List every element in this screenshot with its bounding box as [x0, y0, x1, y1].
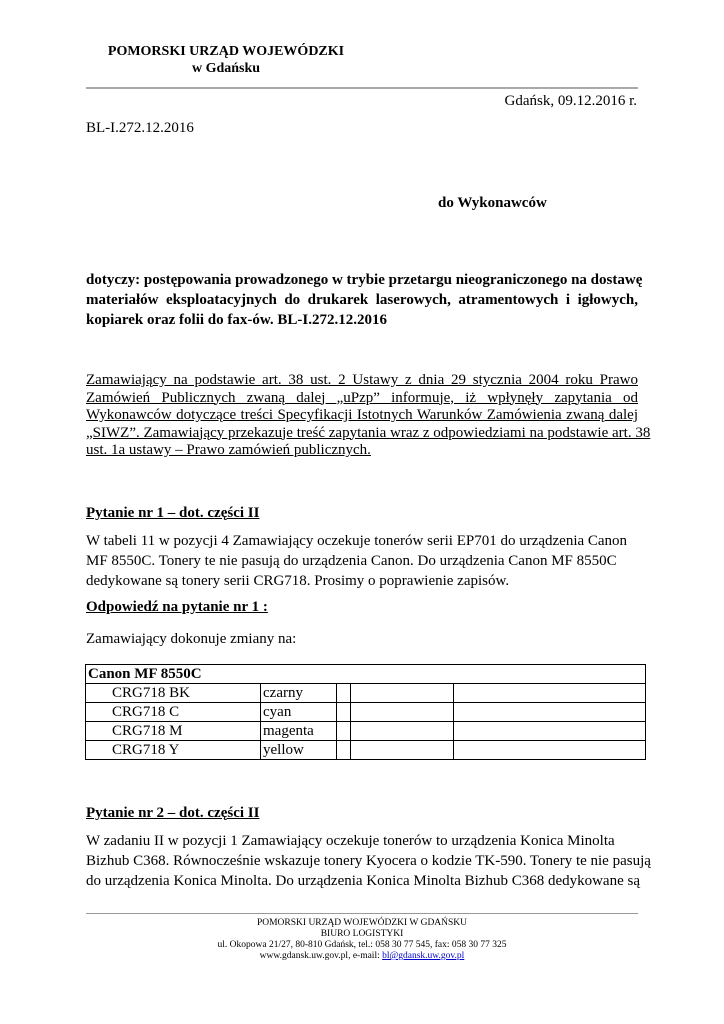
intro-line: ust. 1a ustawy – Prawo zamówień publicznych.: [86, 442, 371, 458]
empty-cell: [351, 722, 454, 741]
empty-cell: [351, 684, 454, 703]
footer-website: www.gdansk.uw.gov.pl, e-mail:: [259, 951, 383, 961]
table-title: Canon MF 8550C: [86, 665, 646, 684]
footer-address: ul. Okopowa 21/27, 80-810 Gdańsk, tel.: 058 30 77 545, fax: 058 30 77 325: [217, 940, 507, 950]
question-2-line: do urządzenia Konica Minolta. Do urządzenia Konica Minolta Bizhub C368 dedykowane są: [86, 873, 640, 889]
footer-email-link[interactable]: bl@gdansk.uw.gov.pl: [382, 951, 465, 961]
footer: [86, 918, 638, 962]
toner-color: czarny: [261, 684, 337, 703]
empty-cell: [337, 703, 351, 722]
empty-cell: [454, 703, 646, 722]
footer-contact: [86, 951, 638, 962]
question-1-line: W tabeli 11 w pozycji 4 Zamawiający oczekuje tonerów serii EP701 do urządzenia Canon: [86, 533, 628, 549]
question-2-text: [86, 831, 651, 891]
answer-1-text: Zamawiający dokonuje zmiany na:: [86, 631, 297, 647]
table-title-row: [86, 665, 646, 684]
toner-color: magenta: [261, 722, 337, 741]
empty-cell: [454, 722, 646, 741]
document-date: Gdańsk, 09.12.2016 r.: [504, 93, 637, 109]
office-city: w Gdańsku: [191, 61, 261, 76]
table-row: [86, 703, 646, 722]
table-row: [86, 684, 646, 703]
footer-office: POMORSKI URZĄD WOJEWÓDZKI W GDAŃSKU: [256, 918, 468, 928]
question-2-line: Bizhub C368. Równocześnie wskazuje tonery Kyocera o kodzie TK-590. Tonery te nie pasują: [86, 853, 651, 869]
subject-line: kopiarek oraz folii do fax-ów. BL-I.272.12.2016: [86, 312, 387, 328]
toner-code: CRG718 Y: [86, 741, 261, 760]
question-1-line: dedykowane są tonery serii CRG718. Prosimy o poprawienie zapisów.: [86, 573, 510, 589]
toner-color: yellow: [261, 741, 337, 760]
intro-line: Zamówień Publicznych zwaną dalej „uPzp” informuje, iż wpłynęły zapytania od: [86, 389, 638, 406]
question-1-heading: Pytanie nr 1 – dot. części II: [86, 505, 260, 521]
intro-line: Zamawiający na podstawie art. 38 ust. 2 Ustawy z dnia 29 stycznia 2004 roku Prawo: [86, 372, 638, 388]
question-1-line: MF 8550C. Tonery te nie pasują do urządzenia Canon. Do urządzenia Canon MF 8550C: [86, 553, 617, 569]
answer-1-heading: Odpowiedź na pytanie nr 1 :: [86, 599, 268, 615]
footer-rule: [86, 913, 638, 914]
addressee: do Wykonawców: [438, 195, 547, 211]
empty-cell: [351, 741, 454, 760]
subject-line: materiałów eksploatacyjnych do drukarek laserowych, atramentowych i igłowych,: [86, 292, 638, 308]
subject-line: dotyczy: postępowania prowadzonego w trybie przetargu nieograniczonego na dostawę: [86, 272, 643, 288]
empty-cell: [337, 684, 351, 703]
table-row: [86, 722, 646, 741]
toner-code: CRG718 M: [86, 722, 261, 741]
question-1-text: [86, 531, 638, 591]
empty-cell: [337, 722, 351, 741]
reference-number: BL-I.272.12.2016: [86, 120, 194, 136]
footer-department: BIURO LOGISTYKI: [320, 929, 404, 939]
toner-code: CRG718 C: [86, 703, 261, 722]
empty-cell: [351, 703, 454, 722]
toner-table: [85, 664, 646, 760]
subject: [86, 270, 643, 330]
header-rule: [86, 87, 638, 89]
intro-paragraph: [86, 372, 651, 460]
question-2-line: W zadaniu II w pozycji 1 Zamawiający oczekuje tonerów to urządzenia Konica Minolta: [86, 833, 615, 849]
toner-code: CRG718 BK: [86, 684, 261, 703]
toner-color: cyan: [261, 703, 337, 722]
table-row: [86, 741, 646, 760]
empty-cell: [454, 684, 646, 703]
question-2-heading: Pytanie nr 2 – dot. części II: [86, 805, 260, 821]
empty-cell: [337, 741, 351, 760]
office-name: POMORSKI URZĄD WOJEWÓDZKI: [107, 44, 345, 59]
empty-cell: [454, 741, 646, 760]
intro-line: „SIWZ”. Zamawiający przekazuje treść zapytania wraz z odpowiedziami na podstawie art. 38: [86, 424, 651, 441]
intro-line: Wykonawców dotyczące treści Specyfikacji Istotnych Warunków Zamówienia zwaną dalej: [86, 407, 638, 423]
